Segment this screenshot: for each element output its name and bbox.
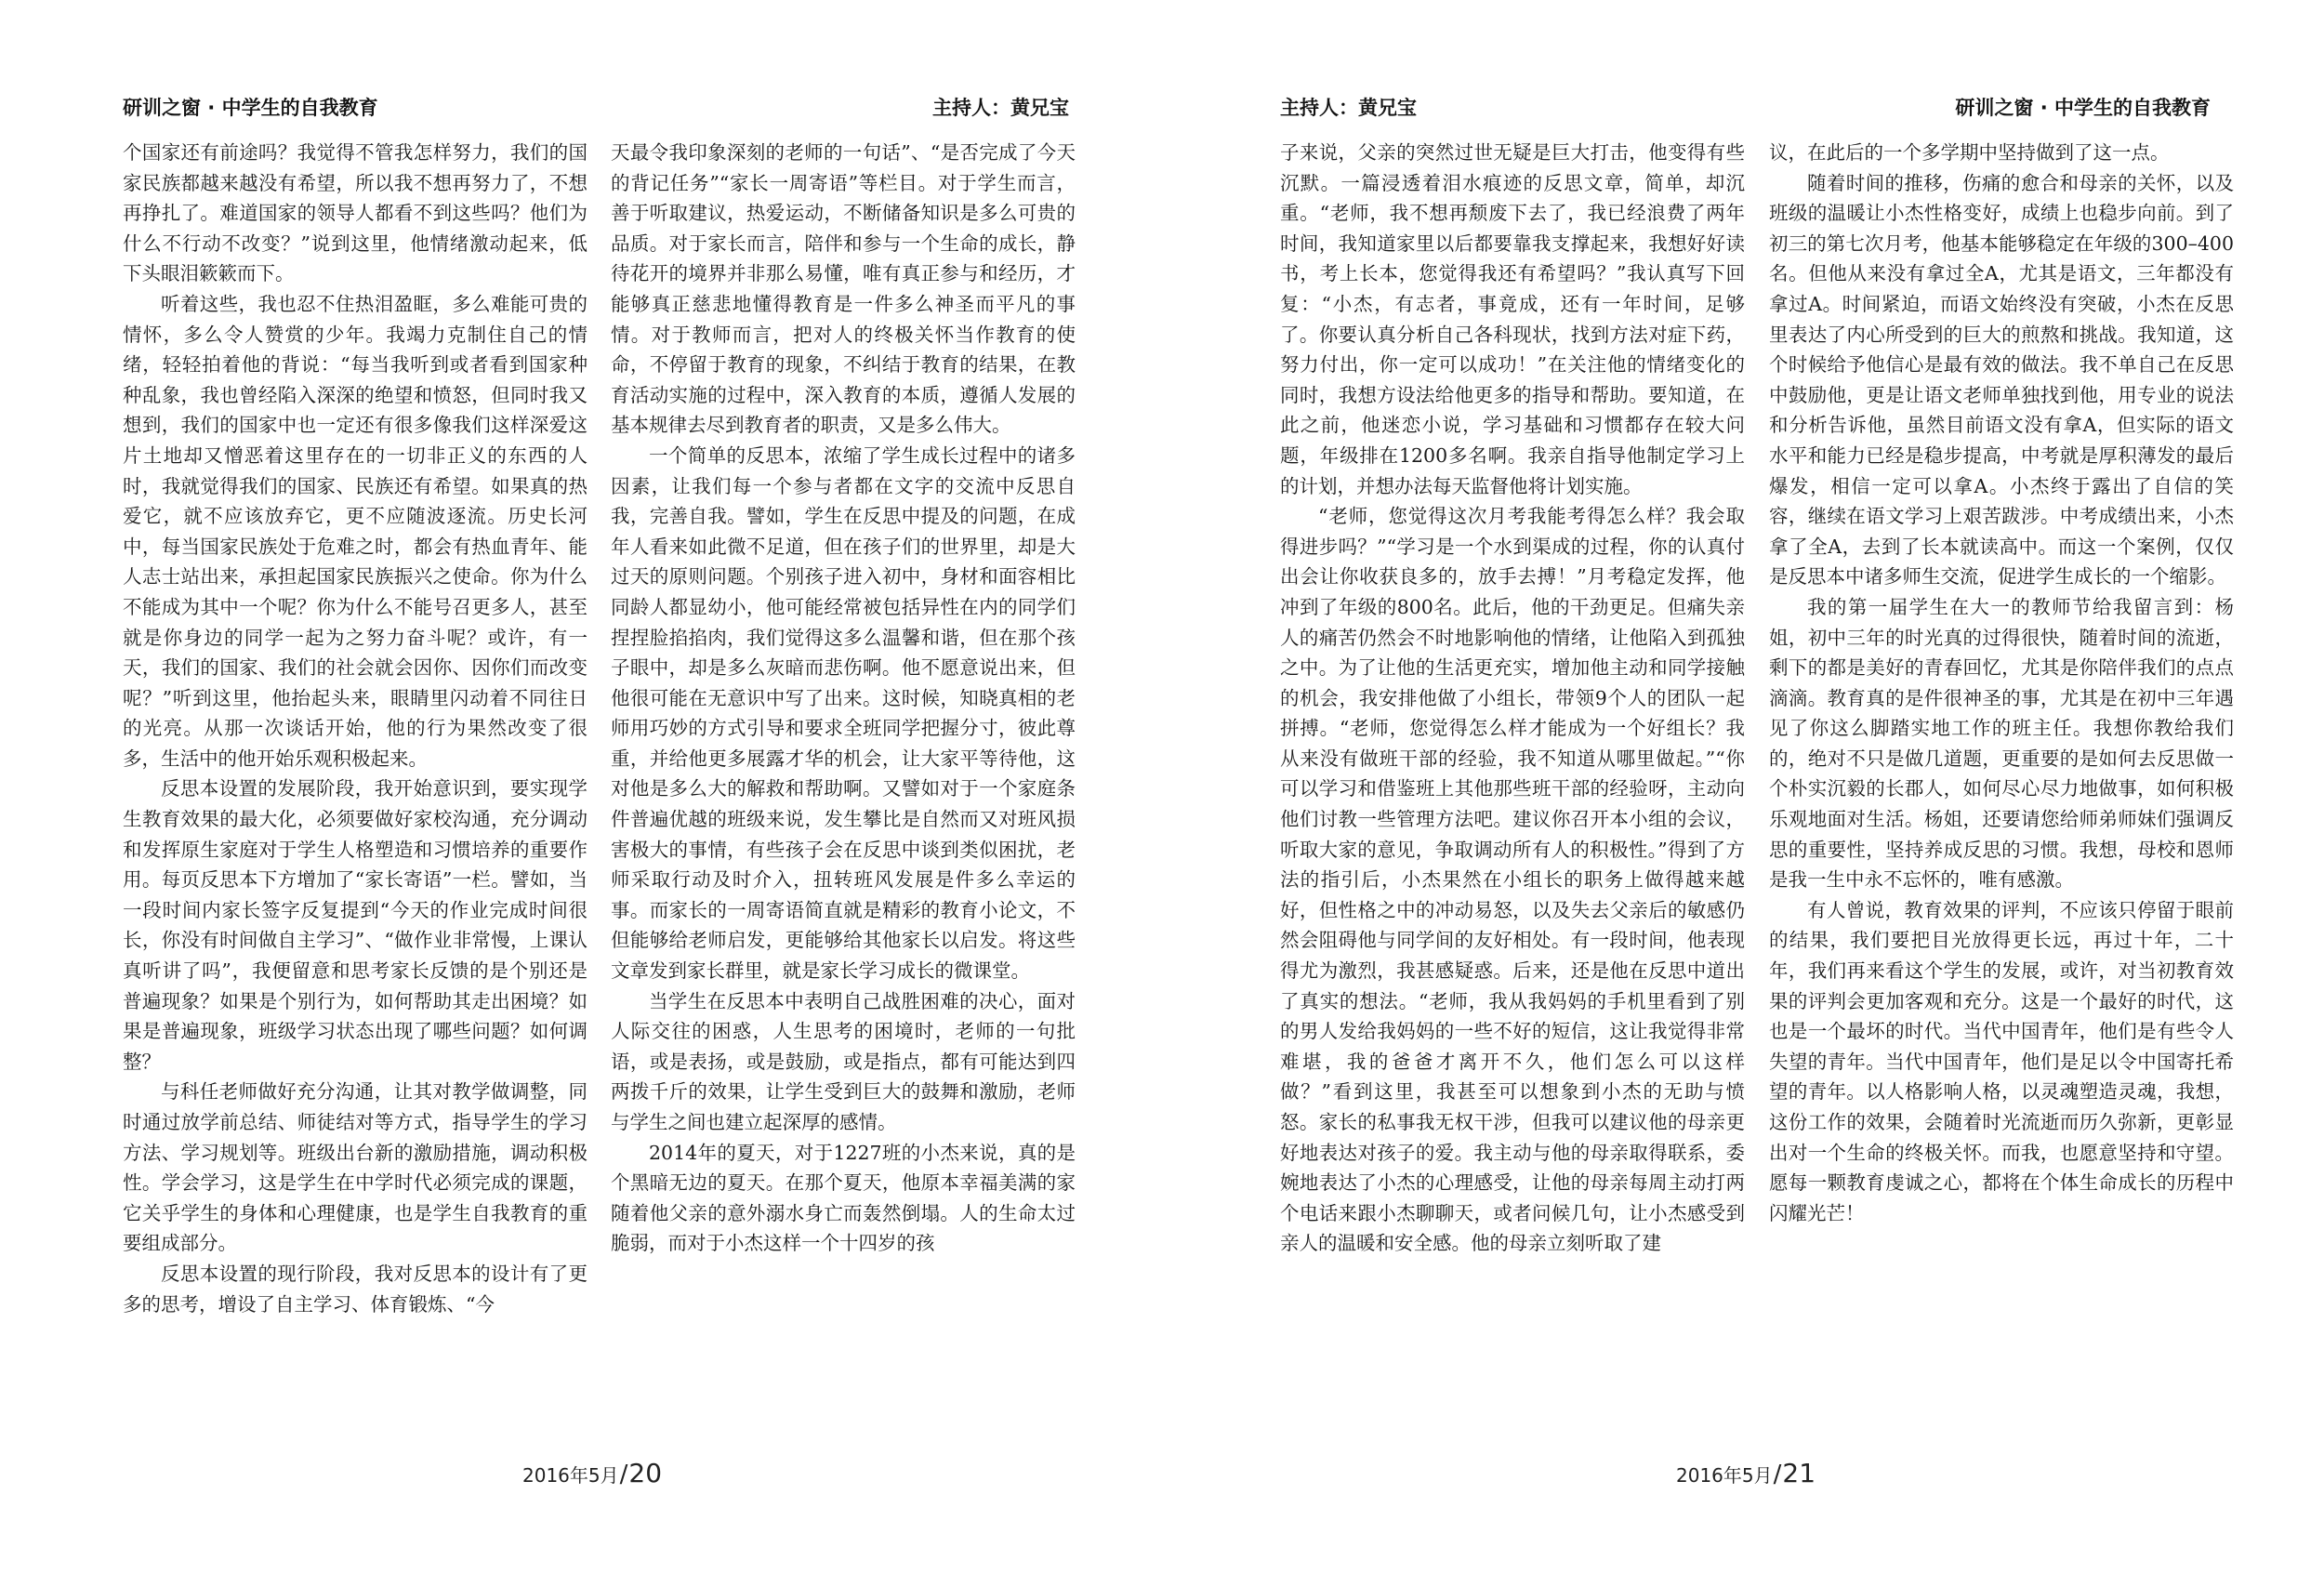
paragraph: 随着时间的推移，伤痛的愈合和母亲的关怀，以及班级的温暖让小杰性格变好，成绩上也稳步向前。到了初三的第七次月考，他基本能够稳定在年级的300–400名。但他从来没有拿过全A，尤其是语文，三年都没有拿过A。时间紧迫，而语文始终没有突破，小杰在反思里表达了内心所受到的巨大的煎熬和挑战。我知道，这个时候给予他信心是最有效的做法。我不单自己在反思中鼓励他，更是让语文老师单独找到他，用专业的说法和分析告诉他，虽然目前语文没有拿A，但实际的语文水平和能力已经是稳步提高，中考就是厚积薄发的最后爆发，相信一定可以拿A。小杰终于露出了自信的笑容，继续在语文学习上艰苦跋涉。中考成绩出来，小杰拿了全A，去到了长本就读高中。而这一个案例，仅仅是反思本中诸多师生交流，促进学生成长的一个缩影。 — [1769, 171, 2234, 589]
paragraph: 子来说，父亲的突然过世无疑是巨大打击，他变得有些沉默。一篇浸透着泪水痕迹的反思文章，简单，却沉重。“老师，我不想再颓废下去了，我已经浪费了两年时间，我知道家里以后都要靠我支撑起来，我想好好读书，考上长本，您觉得我还有希望吗？”我认真写下回复：“小杰，有志者，事竟成，还有一年时间，足够了。你要认真分析自己各科现状，找到方法对症下药，努力付出，你一定可以成功！”在关注他的情绪变化的同时，我想方设法给他更多的指导和帮助。要知道，在此之前，他迷恋小说，学习基础和习惯都存在较大问题，年级排在1200多名啊。我亲自指导他制定学习上的计划，并想办法每天监督他将计划实施。 — [1280, 141, 1745, 497]
host-label: 主持人：黄兄宝 — [932, 97, 1069, 119]
paragraph: 天最令我印象深刻的老师的一句话”、“是否完成了今天的背记任务”“家长一周寄语”等栏目。对于学生而言，善于听取建议，热爱运动，不断储备知识是多么可贵的品质。对于家长而言，陪伴和参与一个生命的成长，静待花开的境界并非那么易懂，唯有真正参与和经历，才能够真正慈悲地懂得教育是一件多么神圣而平凡的事情。对于教师而言，把对人的终极关怀当作教育的使命，不停留于教育的现象，不纠结于教育的结果，在教育活动实施的过程中，深入教育的本质，遵循人发展的基本规律去尽到教育者的职责，又是多么伟大。 — [611, 141, 1076, 437]
footer-slash: / — [1773, 1461, 1782, 1488]
paragraph: 有人曾说，教育效果的评判，不应该只停留于眼前的结果，我们要把目光放得更长远，再过十年，二十年，我们再来看这个学生的发展，或许，对当初教育效果的评判会更加客观和充分。这是一个最好的时代，这也是一个最坏的时代。当代中国青年，他们是有些令人失望的青年。当代中国青年，他们是足以令中国寄托希望的青年。以人格影响人格，以灵魂塑造灵魂，我想，这份工作的效果，会随着时光流逝而历久弥新，更彰显出对一个生命的终极关怀。而我，也愿意坚持和守望。愿每一颗教育虔诚之心，都将在个体生命成长的历程中闪耀光芒！ — [1769, 898, 2234, 1224]
page-footer — [1676, 1458, 1816, 1488]
paragraph: 反思本设置的发展阶段，我开始意识到，要实现学生教育效果的最大化，必须要做好家校沟通，充分调动和发挥原生家庭对于学生人格塑造和习惯培养的重要作用。每页反思本下方增加了“家长寄语”一栏。譬如，当一段时间内家长签字反复提到“今天的作业完成时间很长，你没有时间做自主学习”、“做作业非常慢，上课认真听讲了吗”，我便留意和思考家长反馈的是个别还是普遍现象？如果是个别行为，如何帮助其走出困境？如果是普遍现象，班级学习状态出现了哪些问题？如何调整？ — [123, 777, 588, 1073]
text-column-2 — [1769, 138, 2234, 1228]
paragraph: “老师，您觉得这次月考我能考得怎么样？我会取得进步吗？”“学习是一个水到渠成的过程，你的认真付出会让你收获良多的，放手去搏！”月考稳定发挥，他冲到了年级的800名。此后，他的干劲更足。但痛失亲人的痛苦仍然会不时地影响他的情绪，让他陷入到孤独之中。为了让他的生活更充实，增加他主动和同学接触的机会，我安排他做了小组长，带领9个人的团队一起拼搏。“老师，您觉得怎么样才能成为一个好组长？我从来没有做班干部的经验，我不知道从哪里做起。”“你可以学习和借鉴班上其他那些班干部的经验呀，主动向他们讨教一些管理方法吧。建议你召开本小组的会议，听取大家的意见，争取调动所有人的积极性。”得到了方法的指引后，小杰果然在小组长的职务上做得越来越好，但性格之中的冲动易怒，以及失去父亲后的敏感仍然会阻碍他与同学间的友好相处。有一段时间，他表现得尤为激烈，我甚感疑惑。后来，还是他在反思中道出了真实的想法。“老师，我从我妈妈的手机里看到了别的男人发给我妈妈的一些不好的短信，这让我觉得非常难堪，我的爸爸才离开不久，他们怎么可以这样做？”看到这里，我甚至可以想象到小杰的无助与愤怒。家长的私事我无权干涉，但我可以建议他的母亲更好地表达对孩子的爱。我主动与他的母亲取得联系，委婉地表达了小杰的心理感受，让他的母亲每周主动打两个电话来跟小杰聊聊天，或者问候几句，让小杰感受到亲人的温暖和安全感。他的母亲立刻听取了建 — [1280, 505, 1745, 1255]
paragraph: 反思本设置的现行阶段，我对反思本的设计有了更多的思考，增设了自主学习、体育锻炼、“今 — [123, 1262, 588, 1316]
paragraph: 2014年的夏天，对于1227班的小杰来说，真的是个黑暗无边的夏天。在那个夏天，他原本幸福美满的家随着他父亲的意外溺水身亡而轰然倒塌。人的生命太过脆弱，而对于小杰这样一个十四岁的孩 — [611, 1141, 1076, 1255]
paragraph: 一个简单的反思本，浓缩了学生成长过程中的诸多因素，让我们每一个参与者都在文字的交流中反思自我，完善自我。譬如，学生在反思中提及的问题，在成年人看来如此微不足道，但在孩子们的世界里，却是大过天的原则问题。个别孩子进入初中，身材和面容相比同龄人都显幼小，他可能经常被包括异性在内的同学们捏捏脸掐掐肉，我们觉得这多么温馨和谐，但在那个孩子眼中，却是多么灰暗而悲伤啊。他不愿意说出来，但他很可能在无意识中写了出来。这时候，知晓真相的老师用巧妙的方式引导和要求全班同学把握分寸，彼此尊重，并给他更多展露才华的机会，让大家平等待他，这对他是多么大的解救和帮助啊。又譬如对于一个家庭条件普遍优越的班级来说，发生攀比是自然而又对班风损害极大的事情，有些孩子会在反思中谈到类似困扰，老师采取行动及时介入，扭转班风发展是件多么幸运的事。而家长的一周寄语简直就是精彩的教育小论文，不但能够给老师启发，更能够给其他家长以启发。将这些文章发到家长群里，就是家长学习成长的微课堂。 — [611, 443, 1076, 983]
column-title: 研训之窗 · 中学生的自我教育 — [1955, 97, 2211, 119]
column-title: 研训之窗 · 中学生的自我教育 — [123, 97, 378, 119]
page-number: 20 — [628, 1458, 663, 1488]
issue-date: 2016年5月 — [1676, 1464, 1773, 1487]
issue-date: 2016年5月 — [522, 1464, 619, 1487]
footer-slash: / — [619, 1461, 628, 1488]
right-page — [1162, 0, 2324, 1587]
page-number: 21 — [1782, 1458, 1816, 1488]
paragraph: 我的第一届学生在大一的教师节给我留言到：杨姐，初中三年的时光真的过得很快，随着时间的流逝，剩下的都是美好的青春回忆，尤其是你陪伴我们的点点滴滴。教育真的是件很神圣的事，尤其是在初中三年遇见了你这么脚踏实地工作的班主任。我想你教给我们的，绝对不只是做几道题，更重要的是如何去反思做一个朴实沉毅的长郡人，如何尽心尽力地做事，如何积极乐观地面对生活。杨姐，还要请您给师弟师妹们强调反思的重要性，坚持养成反思的习惯。我想，母校和恩师是我一生中永不忘怀的，唯有感激。 — [1769, 595, 2234, 892]
page-footer — [522, 1458, 662, 1488]
host-label: 主持人：黄兄宝 — [1280, 97, 1417, 119]
text-column-2 — [611, 138, 1076, 1259]
paragraph: 当学生在反思本中表明自己战胜困难的决心，面对人际交往的困惑，人生思考的困境时，老师的一句批语，或是表扬，或是鼓励，或是指点，都有可能达到四两拨千斤的效果，让学生受到巨大的鼓舞和激励，老师与学生之间也建立起深厚的感情。 — [611, 989, 1076, 1133]
paragraph: 与科任老师做好充分沟通，让其对教学做调整，同时通过放学前总结、师徒结对等方式，指导学生的学习方法、学习规划等。班级出台新的激励措施，调动积极性。学会学习，这是学生在中学时代必须完成的课题，它关乎学生的身体和心理健康，也是学生自我教育的重要组成部分。 — [123, 1080, 588, 1255]
paragraph: 听着这些，我也忍不住热泪盈眶，多么难能可贵的情怀，多么令人赞赏的少年。我竭力克制住自己的情绪，轻轻拍着他的背说：“每当我听到或者看到国家种种乱象，我也曾经陷入深深的绝望和愤怒，但同时我又想到，我们的国家中也一定还有很多像我们这样深爱这片土地却又憎恶着这里存在的一切非正义的东西的人时，我就觉得我们的国家、民族还有希望。如果真的热爱它，就不应该放弃它，更不应随波逐流。历史长河中，每当国家民族处于危难之时，都会有热血青年、能人志士站出来，承担起国家民族振兴之使命。你为什么不能成为其中一个呢？你为什么不能号召更多人，甚至就是你身边的同学一起为之努力奋斗呢？或许，有一天，我们的国家、我们的社会就会因你、因你们而改变呢？”听到这里，他抬起头来，眼睛里闪动着不同往日的光亮。从那一次谈话开始，他的行为果然改变了很多，生活中的他开始乐观积极起来。 — [123, 292, 588, 770]
text-column-1 — [1280, 138, 1745, 1259]
paragraph: 议，在此后的一个多学期中坚持做到了这一点。 — [1769, 141, 2170, 164]
text-column-1 — [123, 138, 588, 1319]
paragraph: 个国家还有前途吗？我觉得不管我怎样努力，我们的国家民族都越来越没有希望，所以我不想再努力了，不想再挣扎了。难道国家的领导人都看不到这些吗？他们为什么不行动不改变？”说到这里，他情绪激动起来，低下头眼泪簌簌而下。 — [123, 141, 588, 285]
